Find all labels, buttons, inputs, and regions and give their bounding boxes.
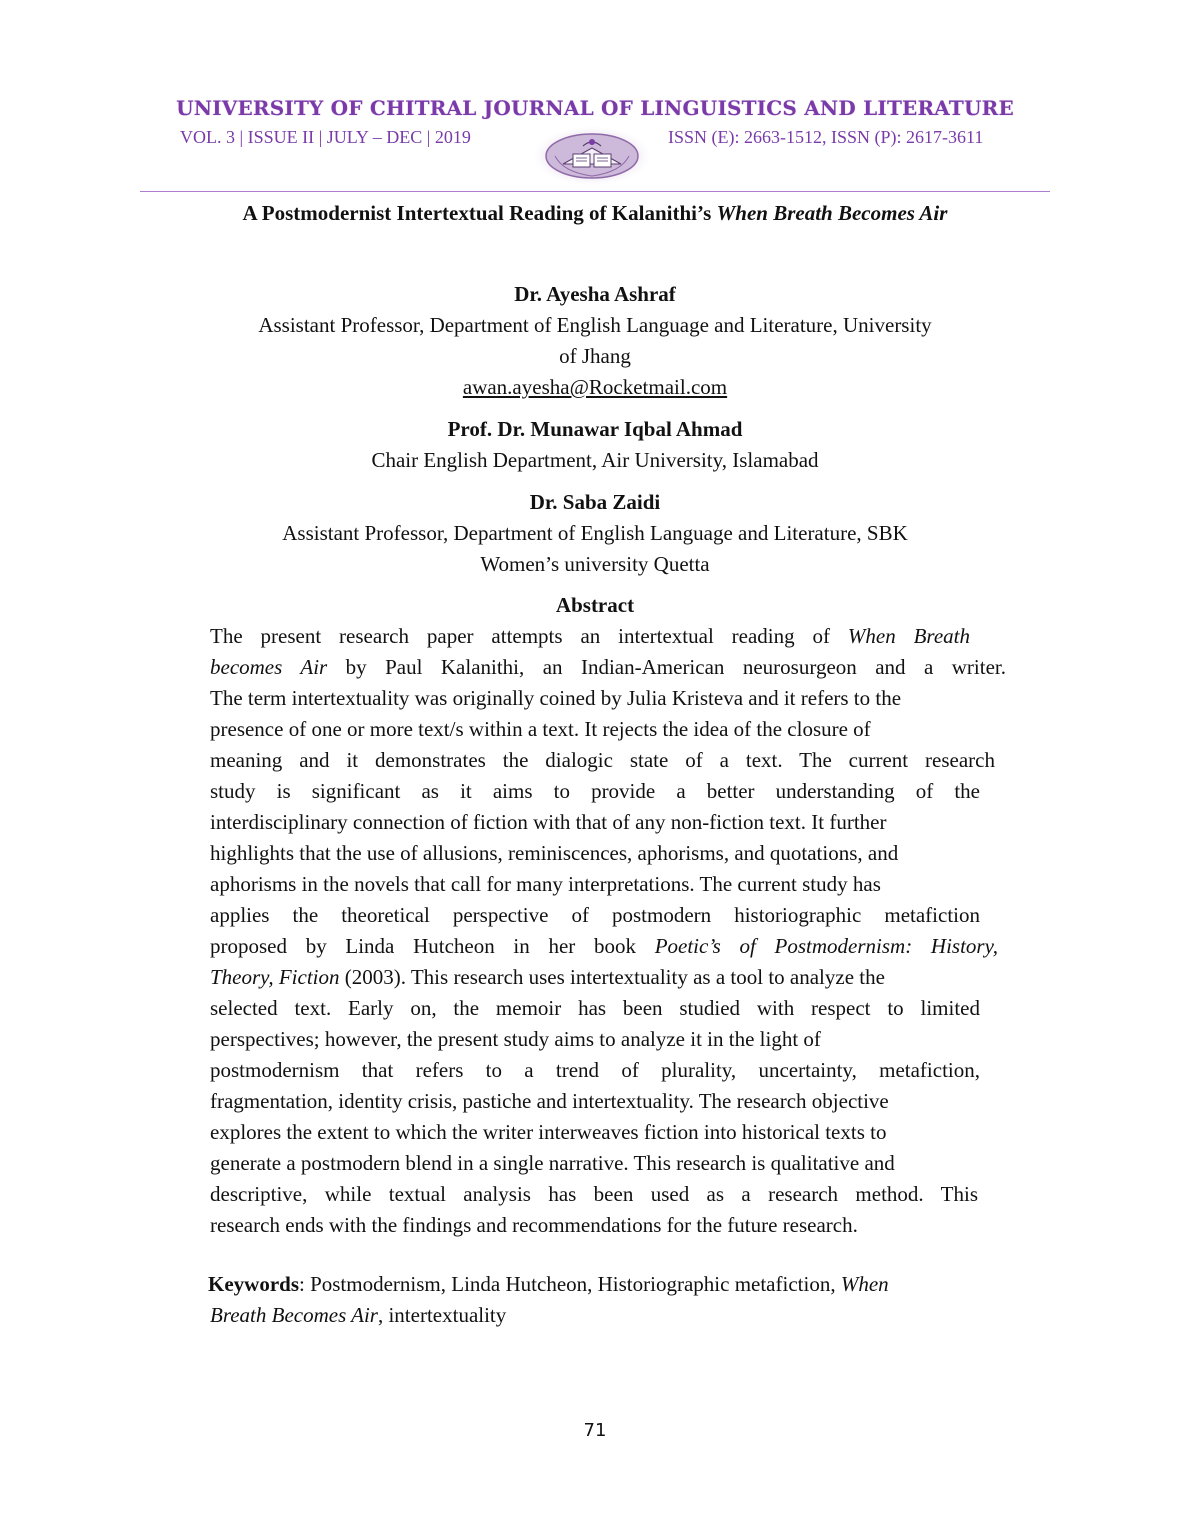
abstract-line: descriptive, while textual analysis has been used as a research method. This xyxy=(210,1182,978,1206)
abstract-body xyxy=(210,621,1006,1241)
abstract-line: aphorisms in the novels that call for many interpretations. The current study has xyxy=(210,872,881,896)
abstract-line: research ends with the findings and recommendations for the future research. xyxy=(210,1213,858,1237)
abstract-line: perspectives; however, the present study aims to analyze it in the light of xyxy=(210,1027,821,1051)
abstract-line: The present research paper attempts an intertextual reading of When Breath xyxy=(210,624,970,648)
volume-info: VOL. 3 | ISSUE II | JULY – DEC | 2019 xyxy=(180,127,471,147)
author-name: Dr. Ayesha Ashraf xyxy=(514,282,676,306)
abstract-line: fragmentation, identity crisis, pastiche and intertextuality. The research objective xyxy=(210,1089,889,1113)
abstract-line: highlights that the use of allusions, reminiscences, aphorisms, and quotations, and xyxy=(210,841,899,865)
author-affiliation: of Jhang xyxy=(559,344,631,368)
author-email-link[interactable]: awan.ayesha@Rocketmail.com xyxy=(462,375,728,399)
abstract-heading: Abstract xyxy=(555,593,635,617)
author-2 xyxy=(200,414,990,476)
author-1 xyxy=(200,279,990,403)
university-crest-icon xyxy=(533,126,651,186)
journal-title: UNIVERSITY OF CHITRAL JOURNAL OF LINGUISTICS AND LITERATURE xyxy=(176,96,1014,120)
abstract-line: generate a postmodern blend in a single narrative. This research is qualitative and xyxy=(210,1151,895,1175)
author-affiliation: Women’s university Quetta xyxy=(480,552,710,576)
paper-title-text: A Postmodernist Intertextual Reading of Kalanithi’s xyxy=(242,201,717,225)
abstract-line: Theory, Fiction (2003). This research uses intertextuality as a tool to analyze the xyxy=(210,965,885,989)
header-divider xyxy=(140,191,1050,192)
author-affiliation: Assistant Professor, Department of English Language and Literature, SBK xyxy=(282,521,908,545)
abstract-line: proposed by Linda Hutcheon in her book Poetic’s of Postmodernism: History, xyxy=(210,934,998,958)
keywords: Keywords: Postmodernism, Linda Hutcheon, Historiographic metafiction, When Breath Becomes Air, intertextuality xyxy=(208,1272,889,1327)
author-3 xyxy=(200,487,990,580)
abstract-line: interdisciplinary connection of fiction with that of any non-fiction text. It further xyxy=(210,810,887,834)
abstract-line: postmodernism that refers to a trend of plurality, uncertainty, metafiction, xyxy=(210,1058,980,1082)
abstract-line: explores the extent to which the writer interweaves fiction into historical texts to xyxy=(210,1120,887,1144)
abstract-line: study is significant as it aims to provide a better understanding of the xyxy=(210,779,980,803)
abstract-line: becomes Air by Paul Kalanithi, an Indian-American neurosurgeon and a writer. xyxy=(210,655,1006,679)
paper-title-book: When Breath Becomes Air xyxy=(716,201,948,225)
abstract-line: meaning and it demonstrates the dialogic state of a text. The current research xyxy=(210,748,995,772)
abstract-line: presence of one or more text/s within a text. It rejects the idea of the closure of xyxy=(210,717,871,741)
issn-info: ISSN (E): 2663-1512, ISSN (P): 2617-3611 xyxy=(668,127,984,147)
author-name: Prof. Dr. Munawar Iqbal Ahmad xyxy=(447,417,743,441)
author-name: Dr. Saba Zaidi xyxy=(529,490,661,514)
keywords-label: Keywords xyxy=(208,1272,299,1296)
author-affiliation: Chair English Department, Air University, Islamabad xyxy=(371,448,819,472)
paper-title xyxy=(0,201,1190,226)
page-number: 71 xyxy=(583,1420,607,1441)
abstract-line: selected text. Early on, the memoir has been studied with respect to limited xyxy=(210,996,980,1020)
abstract-line: applies the theoretical perspective of postmodern historiographic metafiction xyxy=(210,903,980,927)
author-affiliation: Assistant Professor, Department of English Language and Literature, University xyxy=(258,313,932,337)
abstract-line: The term intertextuality was originally coined by Julia Kristeva and it refers to the xyxy=(210,686,902,710)
